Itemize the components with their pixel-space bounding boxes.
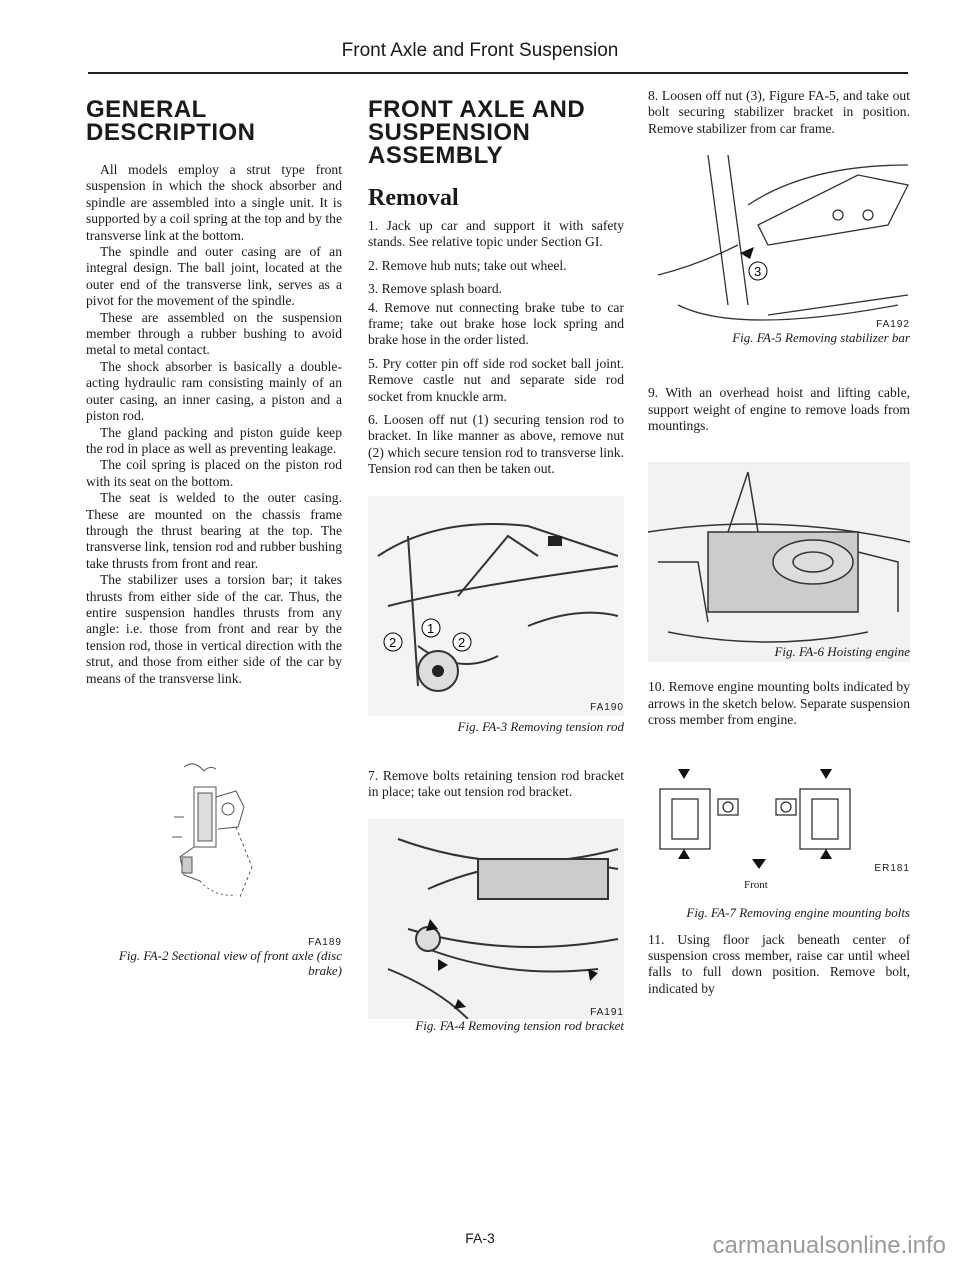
general-paragraph: The coil spring is placed on the piston rod with its seat on the bottom. [86, 457, 342, 489]
page-header: Front Axle and Front Suspension [341, 40, 619, 61]
callout-2b: 2 [458, 634, 466, 650]
figure-caption: Fig. FA-2 Sectional view of front axle (disc brake) [118, 948, 342, 978]
general-paragraph: All models employ a strut type front suspension in which the shock absorber and spindle are assembled into a single unit. It is supported by a coil spring at the top and by the transverse link at the bottom. [86, 162, 342, 243]
hoisting-engine-photo [648, 462, 910, 662]
figure-fa3 [368, 496, 624, 734]
watermark: carmanualsonline.info [712, 1232, 946, 1259]
assembly-column [368, 88, 624, 1033]
step-item: 7. Remove bolts retaining tension rod bracket in place; take out tension rod bracket. [368, 767, 624, 800]
figure-caption: Fig. FA-6 Hoisting engine [774, 644, 910, 660]
callout-3: 3 [754, 264, 762, 280]
figure-fa2 [86, 747, 342, 978]
figure-caption: Fig. FA-7 Removing engine mounting bolts [686, 904, 910, 920]
general-heading: GENERAL DESCRIPTION [86, 96, 256, 146]
figure-fa4 [368, 819, 624, 1033]
step-item: 6. Loosen off nut (1) securing tension rod to bracket. In like manner as above, remove nut (2) which secure tension rod to transverse link. Tension rod can then be taken out. [368, 412, 624, 477]
figure-code: FA190 [590, 701, 624, 713]
step-item: 5. Pry cotter pin off side rod socket ball joint. Remove castle nut and separate side rod socket from knuckle arm. [368, 355, 624, 404]
step-item: 4. Remove nut connecting brake tube to car frame; take out brake hose lock spring and brake hose in the order listed. [368, 299, 624, 348]
tension-rod-bracket-photo [368, 819, 624, 1019]
general-paragraph: The stabilizer uses a torsion bar; it takes thrusts from either side of the car. Thus, the entire suspension handles thrusts from any angle: i.e. those from front and rear by the tension rod, those in vertical direction with the strut, and those from either side of the car by means of the transverse link. [86, 572, 342, 686]
callout-1: 1 [427, 620, 435, 636]
sectional-view-illustration [86, 747, 342, 937]
figure-code: FA189 [308, 937, 342, 948]
step-item: 8. Loosen off nut (3), Figure FA-5, and take out bolt securing stabilizer bracket in position. Remove stabilizer from car frame. [648, 88, 910, 136]
assembly-heading: FRONT AXLE AND SUSPENSION ASSEMBLY [368, 96, 586, 169]
page-number: FA-3 [465, 1230, 495, 1246]
general-paragraph: The shock absorber is basically a double-acting hydraulic ram consisting mainly of an outer casing, an inner casing, a piston and a piston rod. [86, 358, 342, 424]
step-item: 11. Using floor jack beneath center of suspension cross member, raise car until wheel falls to full down position. Remove bolt, indicated by [648, 931, 910, 996]
step-item: 9. With an overhead hoist and lifting cable, support weight of engine to remove loads from mountings. [648, 385, 910, 434]
general-paragraph: The spindle and outer casing are of an integral design. The ball joint, located at the outer end of the transverse link, serves as a pivot for the movement of the spindle. [86, 244, 342, 309]
figure-code: FA192 [876, 319, 910, 331]
figure-code: ER181 [874, 862, 910, 874]
figure-fa6 [648, 462, 910, 659]
figure-caption: Fig. FA-5 Removing stabilizer bar [732, 330, 910, 346]
figure-fa7 [648, 759, 910, 920]
engine-mounting-sketch [648, 759, 910, 879]
step-item: 3. Remove splash board. [368, 281, 503, 297]
step-item: 10. Remove engine mounting bolts indicated by arrows in the sketch below. Separate suspension cross member from engine. [648, 679, 910, 728]
general-paragraph: These are assembled on the suspension member through a rubber bushing to avoid metal to metal contact. [86, 309, 342, 358]
figure-code: FA191 [590, 1006, 624, 1018]
callout-2a: 2 [389, 634, 397, 650]
figure-fa5 [648, 145, 910, 345]
stabilizer-bar-drawing [648, 145, 910, 335]
general-description-column [86, 88, 342, 978]
step-item: 2. Remove hub nuts; take out wheel. [368, 257, 567, 273]
front-label: Front [744, 878, 768, 891]
general-paragraph: The gland packing and piston guide keep the rod in place as well as preventing leakage. [86, 424, 342, 456]
figure-caption: Fig. FA-3 Removing tension rod [457, 718, 624, 734]
continued-column [648, 88, 910, 1004]
header-rule [88, 72, 908, 74]
step-item: 1. Jack up car and support it with safety stands. See relative topic under Section GI. [368, 218, 624, 250]
removal-heading: Removal [368, 185, 459, 211]
general-paragraph: The seat is welded to the outer casing. These are mounted on the chassis frame through the thrust bearing at the top. The transverse link, tension rod and rubber bushing take thrusts from front and rear. [86, 490, 342, 571]
figure-caption: Fig. FA-4 Removing tension rod bracket [415, 1017, 624, 1033]
tension-rod-photo [368, 496, 624, 716]
